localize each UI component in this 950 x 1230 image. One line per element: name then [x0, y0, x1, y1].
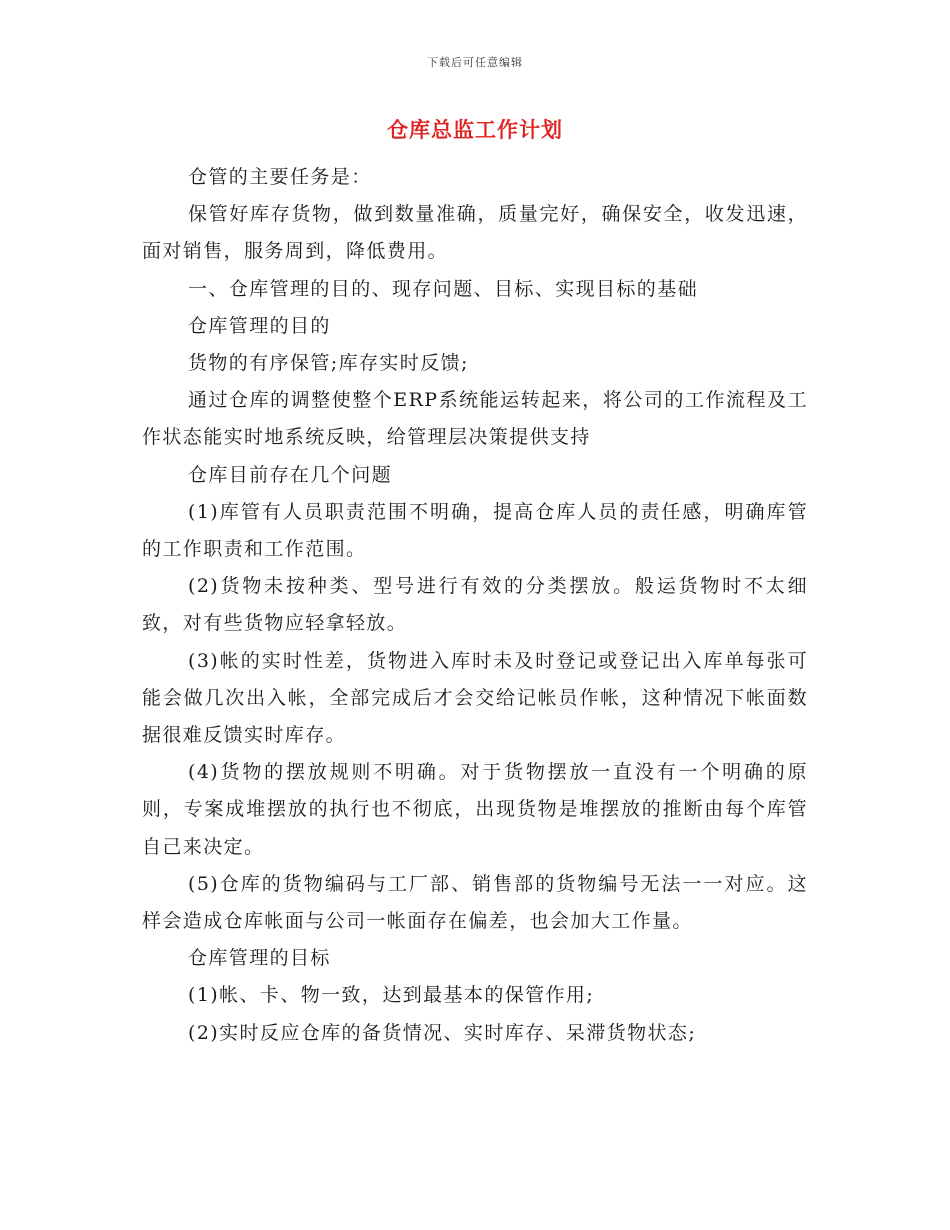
list-item: (2)货物未按种类、型号进行有效的分类摆放。般运货物时不太细致，对有些货物应轻拿轻放。: [142, 575, 808, 635]
list-item: (3)帐的实时性差，货物进入库时未及时登记或登记出入库单每张可能会做几次出入帐，全部完成后才会交给记帐员作帐，这种情况下帐面数据很难反馈实时库存。: [142, 649, 808, 747]
subheading: 仓库目前存在几个问题: [188, 463, 393, 486]
list-item: (2)实时反应仓库的备货情况、实时库存、呆滞货物状态;: [188, 1021, 697, 1044]
subheading: 仓库管理的目的: [188, 314, 331, 337]
page-header: 下载后可任意编辑: [427, 56, 523, 69]
document-body: [142, 159, 808, 1052]
paragraph: 仓管的主要任务是：: [188, 166, 372, 188]
paragraph: 保管好库存货物，做到数量准确，质量完好，确保安全，收发迅速，面对销售，服务周到，降低费用。: [142, 203, 808, 263]
subheading: 仓库管理的目标: [188, 947, 331, 970]
list-item: (5)仓库的货物编码与工厂部、销售部的货物编号无法一一对应。这样会造成仓库帐面与公司一帐面存在偏差，也会加大工作量。: [142, 872, 808, 933]
document-title: 仓库总监工作计划: [387, 117, 563, 142]
list-item: (4)货物的摆放规则不明确。对于货物摆放一直没有一个明确的原则，专案成堆摆放的执行也不彻底，出现货物是堆摆放的推断由每个库管自己来决定。: [142, 761, 808, 858]
list-item: (1)库管有人员职责范围不明确，提高仓库人员的责任感，明确库管的工作职责和工作范围。: [142, 500, 808, 561]
paragraph: 通过仓库的调整使整个ERP系统能运转起来，将公司的工作流程及工作状态能实时地系统反映，给管理层决策提供支持: [142, 389, 808, 449]
paragraph: 货物的有序保管;库存实时反馈;: [188, 352, 469, 375]
section-heading: 一、仓库管理的目的、现存问题、目标、实现目标的基础: [188, 277, 699, 300]
list-item: (1)帐、卡、物一致，达到最基本的保管作用;: [188, 984, 595, 1007]
